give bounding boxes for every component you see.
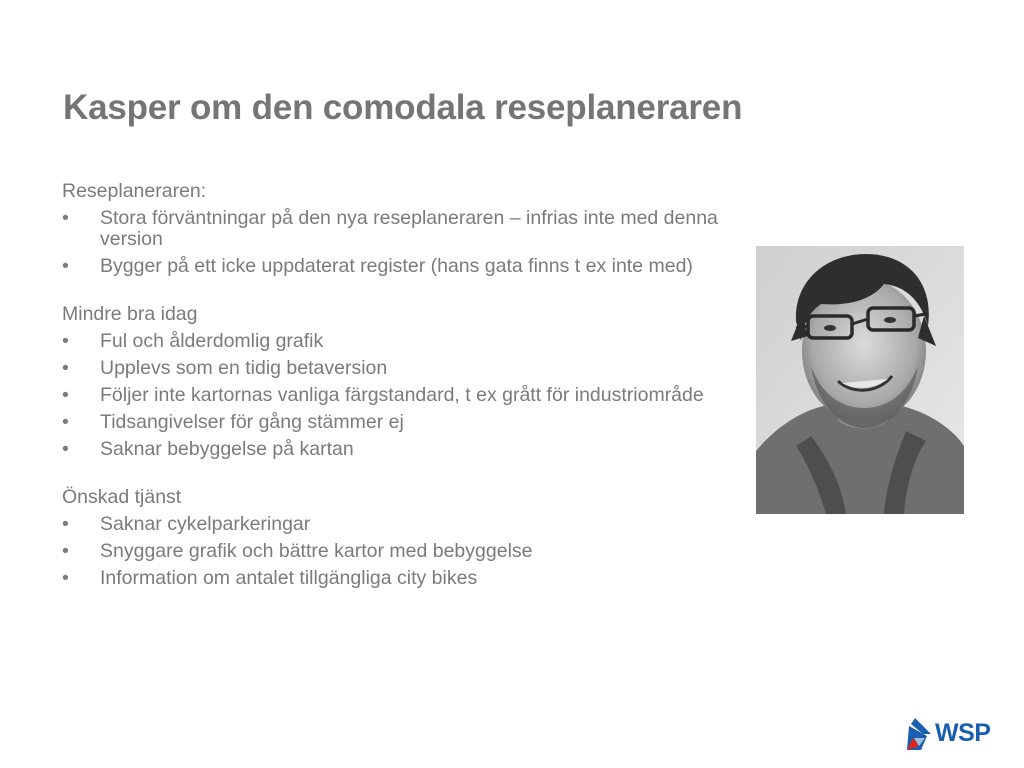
section-heading: Önskad tjänst bbox=[62, 486, 182, 508]
bullet-dot: • bbox=[62, 567, 69, 589]
bullet-list bbox=[62, 514, 732, 589]
bullet-dot: • bbox=[62, 357, 69, 379]
wsp-logo bbox=[905, 716, 1001, 752]
bullet-list bbox=[62, 208, 732, 277]
section-onskad-tjanst bbox=[62, 487, 732, 589]
list-item bbox=[62, 514, 732, 535]
bullet-list bbox=[62, 331, 732, 460]
bullet-text: Stora förväntningar på den nya reseplaneraren – infrias inte med denna version bbox=[100, 207, 718, 250]
list-item bbox=[62, 331, 732, 352]
bullet-text: Saknar bebyggelse på kartan bbox=[100, 438, 354, 460]
section-heading: Reseplaneraren: bbox=[62, 180, 207, 202]
portrait-photo bbox=[756, 246, 964, 514]
bullet-dot: • bbox=[62, 384, 69, 406]
slide-body bbox=[62, 181, 732, 616]
bullet-dot: • bbox=[62, 330, 69, 352]
list-item bbox=[62, 358, 732, 379]
list-item bbox=[62, 568, 732, 589]
section-mindre-bra-idag bbox=[62, 304, 732, 460]
bullet-text: Följer inte kartornas vanliga färgstandard, t ex grått för industriområde bbox=[100, 384, 704, 406]
section-reseplaneraren bbox=[62, 181, 732, 277]
list-item bbox=[62, 385, 732, 406]
bullet-text: Ful och ålderdomlig grafik bbox=[100, 330, 324, 352]
slide-title: Kasper om den comodala reseplaneraren bbox=[63, 88, 743, 127]
bullet-text: Bygger på ett icke uppdaterat register (hans gata finns t ex inte med) bbox=[100, 255, 693, 277]
bullet-dot: • bbox=[62, 411, 69, 433]
list-item bbox=[62, 412, 732, 433]
bullet-dot: • bbox=[62, 207, 69, 229]
list-item bbox=[62, 439, 732, 460]
list-item bbox=[62, 256, 732, 277]
wsp-logo-mark-icon bbox=[905, 716, 939, 752]
bullet-text: Upplevs som en tidig betaversion bbox=[100, 357, 388, 379]
bullet-text: Saknar cykelparkeringar bbox=[100, 513, 311, 535]
list-item bbox=[62, 541, 732, 562]
wsp-logo-text: WSP bbox=[935, 719, 991, 747]
bullet-dot: • bbox=[62, 255, 69, 277]
bullet-text: Tidsangivelser för gång stämmer ej bbox=[100, 411, 404, 433]
bullet-dot: • bbox=[62, 438, 69, 460]
list-item bbox=[62, 208, 732, 250]
bullet-text: Snyggare grafik och bättre kartor med bebyggelse bbox=[100, 540, 533, 562]
bullet-text: Information om antalet tillgängliga city bikes bbox=[100, 567, 478, 589]
bullet-dot: • bbox=[62, 513, 69, 535]
section-heading: Mindre bra idag bbox=[62, 303, 198, 325]
bullet-dot: • bbox=[62, 540, 69, 562]
